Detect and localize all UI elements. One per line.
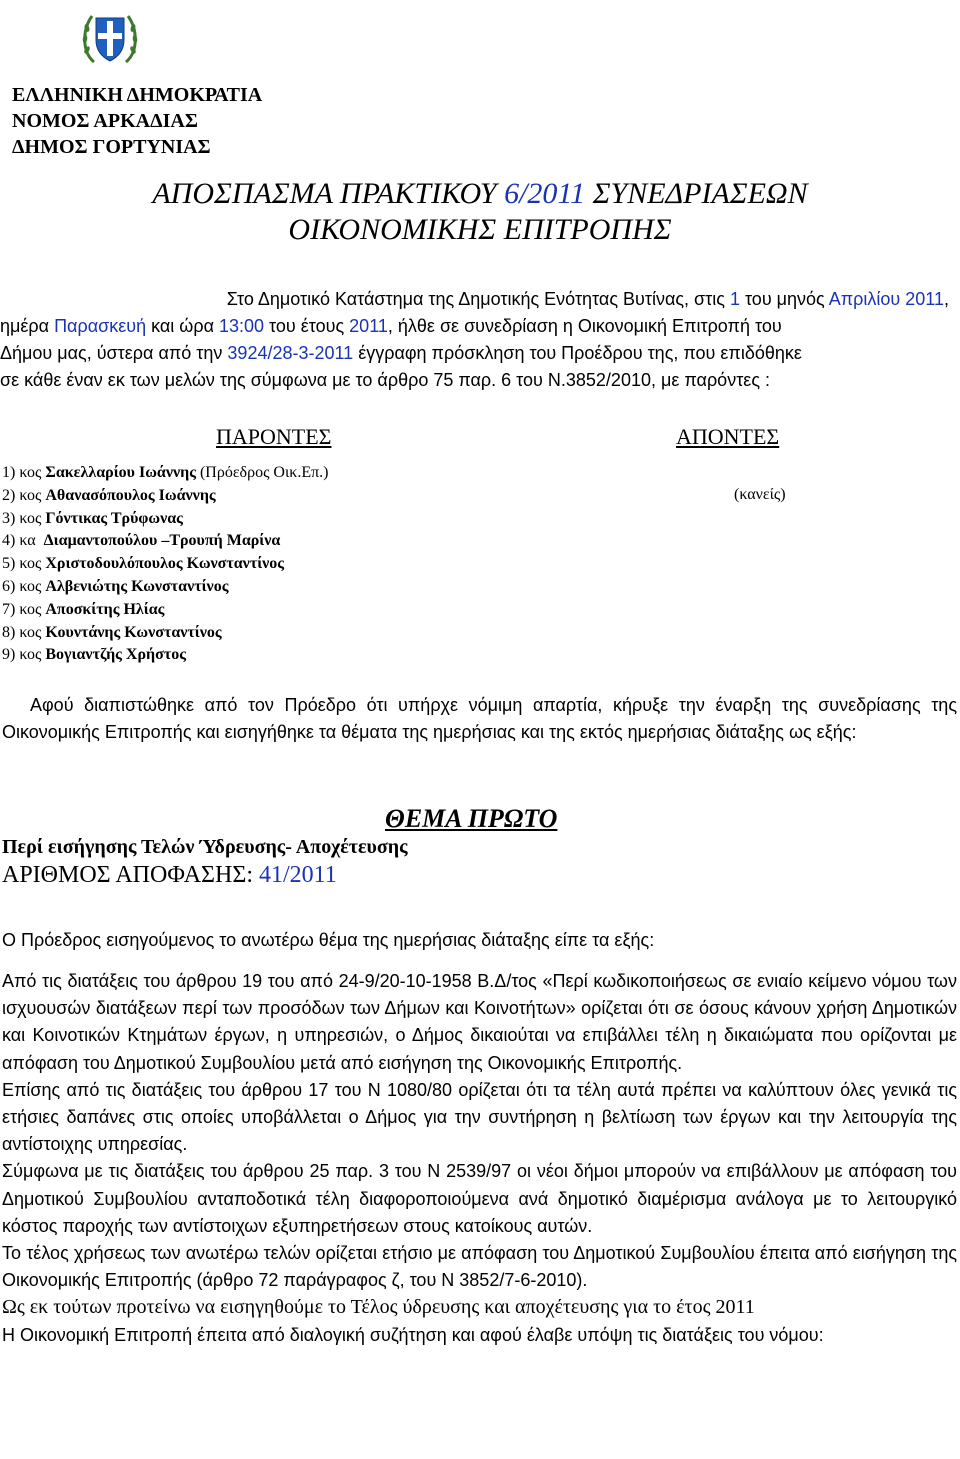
- body-intro-line: Ο Πρόεδρος εισηγούμενος το ανωτέρω θέμα της ημερήσιας διάταξης είπε τα εξής:: [2, 930, 655, 950]
- list-item: 6) κος Αλβενιώτης Κωνσταντίνος: [2, 577, 229, 595]
- quorum-paragraph: Αφού διαπιστώθηκε από τον Πρόεδρο ότι υπήρχε νόμιμη απαρτία, κήρυξε την έναρξη της συνεδρίασης της Οικονομικής Επιτροπής και εισηγήθηκε τα θέματα της ημερήσιας και της εκτός ημερήσιας διάταξης ως εξής:: [2, 695, 957, 743]
- paragraph-6: Η Οικονομική Επιτροπή έπειτα από διαλογική συζήτηση και αφού έλαβε υπόψη τις διατάξεις του νόμου:: [2, 1324, 824, 1345]
- list-item: 9) κος Βογιαντζής Χρήστος: [2, 646, 186, 664]
- header-republic: ΕΛΛΗΝΙΚΗ ΔΗΜΟΚΡΑΤΙΑ: [12, 84, 263, 106]
- absent-header: ΑΠΟΝΤΕΣ: [676, 424, 780, 449]
- document-title: ΑΠΟΣΠΑΣΜΑ ΠΡΑΚΤΙΚΟΥ 6/2011 ΣΥΝΕΔΡΙΑΣΕΩΝ: [152, 177, 808, 210]
- paragraph-2: Επίσης από τις διατάξεις του άρθρου 17 του Ν 1080/80 ορίζεται ότι τα τέλη αυτά πρέπει να καλύπτουν όλες γενικά τις ετήσιες δαπάνες στις οποίες υποβάλλεται ο Δήμος για την συντήρηση η βελτίωση των έργων και την λειτουργία της αντίστοιχης υπηρεσίας.: [2, 1079, 957, 1155]
- decision-number: ΑΡΙΘΜΟΣ ΑΠΟΦΑΣΗΣ: 41/2011: [2, 862, 337, 888]
- list-item: 4) κα Διαμαντοπούλου –Τρουπή Μαρίνα: [2, 532, 281, 550]
- list-item: 7) κος Αποσκίτης Ηλίας: [2, 600, 165, 618]
- present-header: ΠΑΡΟΝΤΕΣ: [216, 424, 332, 449]
- members-list: [2, 462, 329, 667]
- absent-value: (κανείς): [734, 486, 786, 503]
- header-prefecture: ΝΟΜΟΣ ΑΡΚΑΔΙΑΣ: [12, 110, 198, 132]
- paragraph-1: Από τις διατάξεις του άρθρου 19 του από 24-9/20-10-1958 Β.Δ/τος «Περί κωδικοποιήσεως σε ενιαίο κείμενο νόμου των ισχυουσών διατάξεων περί των προσόδων των Δήμων και Κοινοτήτων» ορίζεται ότι σε όσους κάνουν χρήση Δημοτικών και Κοινοτικών Κτημάτων έργων, η υπηρεσιών, ο Δήμος δικαιούται να επιβάλλει τέλη η δικαιώματα που ορίζονται με απόφαση του Δημοτικού Συμβουλίου μετά από εισήγηση της Οικονομικής Επιτροπής.: [2, 971, 957, 1073]
- document-title-line2: ΟΙΚΟΝΟΜΙΚΗΣ ΕΠΙΤΡΟΠΗΣ: [288, 213, 672, 246]
- paragraph-4: Το τέλος χρήσεως των ανωτέρω τελών ορίζεται ετήσιο με απόφαση του Δημοτικού Συμβουλίου έπειτα από εισήγηση της Οικονομικής Επιτροπής (άρθρο 72 παράγραφος ζ, του Ν 3852/7-6-2010).: [2, 1243, 957, 1291]
- header-municipality: ΔΗΜΟΣ ΓΟΡΤΥΝΙΑΣ: [12, 136, 211, 158]
- list-item: 8) κος Κουντάνης Κωνσταντίνος: [2, 623, 222, 641]
- paragraph-5: Ως εκ τούτων προτείνω να εισηγηθούμε το Τέλος ύδρευσης και αποχέτευσης για το έτος 2011: [2, 1296, 755, 1319]
- list-item: 1) κος Σακελλαρίου Ιωάννης (Πρόεδρος Οικ.Επ.): [2, 464, 329, 481]
- list-item: 3) κος Γόντικας Τρύφωνας: [2, 509, 183, 527]
- theme-title: ΘΕΜΑ ΠΡΩΤΟ: [385, 804, 558, 833]
- body-paragraphs: [2, 968, 957, 1349]
- subject-title: Περί εισήγησης Τελών Ύδρευσης- Αποχέτευσης: [2, 836, 408, 858]
- minutes-number: 6/2011: [504, 177, 586, 210]
- intro-paragraph: Στο Δημοτικό Κατάστημα της Δημοτικής Ενότητας Βυτίνας, στις 1 του μηνός Απριλίου 2011, ημέρα Παρασκευή και ώρα 13:00 του έτους 2011, ήλθε σε συνεδρίαση η Οικονομική Επιτροπή του Δήμου μας, ύστερα από την 3924/28-3-2011 έγγραφη πρόσκληση του Προέδρου της, που επιδόθηκε σε κάθε έναν εκ των μελών της σύμφωνα με το άρθρο 75 παρ. 6 του Ν.3852/2010, με παρόντες :: [0, 289, 949, 390]
- list-item: 2) κος Αθανασόπουλος Ιωάννης: [2, 486, 216, 504]
- greek-emblem-icon: [78, 6, 142, 70]
- list-item: 5) κος Χριστοδουλόπουλος Κωνσταντίνος: [2, 555, 285, 573]
- paragraph-3: Σύμφωνα με τις διατάξεις του άρθρου 25 παρ. 3 του Ν 2539/97 οι νέοι δήμοι μπορούν να επιβάλλουν με απόφαση του Δημοτικού Συμβουλίου ανταποδοτικά τέλη διαφοροποιούμενα ανά δημοτικό διαμέρισμα ανάλογα με το λειτουργικό κόστος παροχής των αντίστοιχων εξυπηρετήσεων στους κατοίκους αυτών.: [2, 1161, 957, 1236]
